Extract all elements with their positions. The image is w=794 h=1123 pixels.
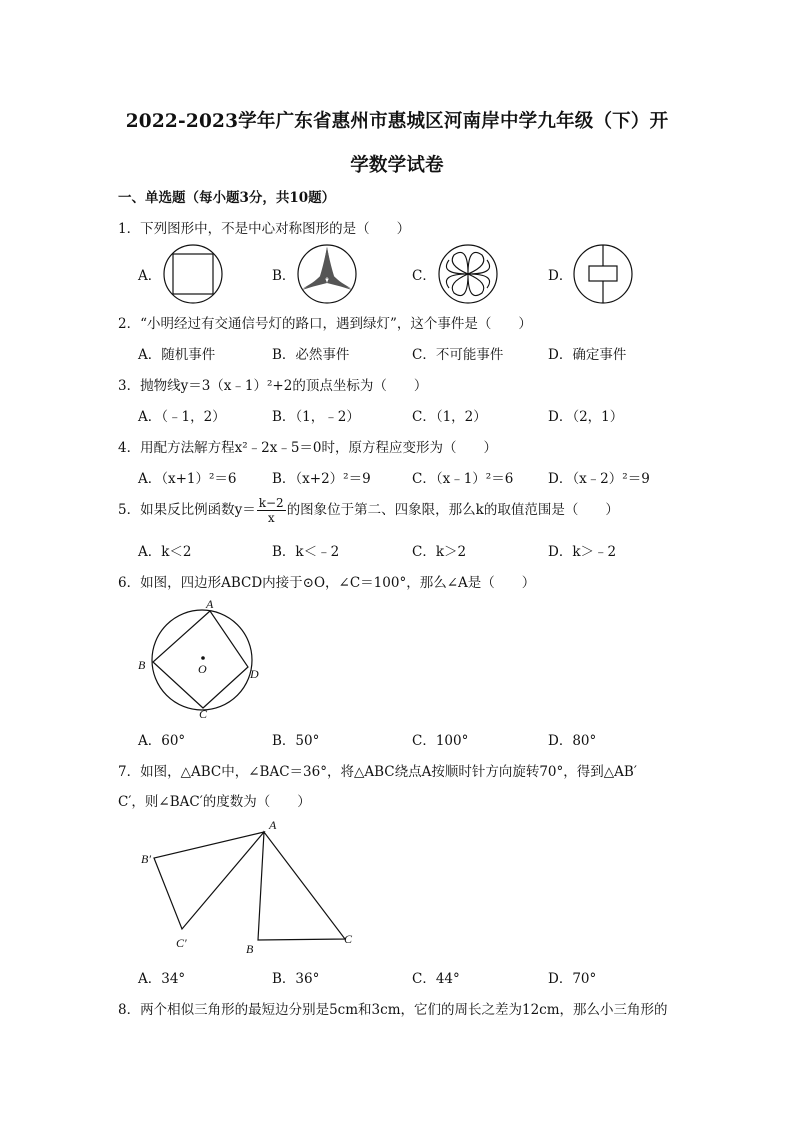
question-7-text-line2: C′，则∠BAC′的度数为（ ） bbox=[118, 794, 311, 810]
q7-option-b: B．36° bbox=[272, 971, 320, 987]
question-8-text: 8．两个相似三角形的最短边分别是5cm和3cm，它们的周长之差为12cm，那么小三角形的 bbox=[118, 1002, 668, 1018]
q4-option-a: A．（x+1）²＝6 bbox=[138, 471, 237, 487]
q5-option-a: A．k＜2 bbox=[138, 544, 192, 560]
q7-option-c: C．44° bbox=[412, 971, 460, 987]
q6-label-d: D bbox=[250, 667, 259, 681]
q4-option-d: D．（x﹣2）²＝9 bbox=[548, 471, 650, 487]
question-5-text bbox=[118, 496, 619, 525]
q1-figure-b-three-blade bbox=[296, 243, 358, 305]
q3-option-c: C．（1，2） bbox=[412, 409, 487, 425]
q5-fraction-denominator: x bbox=[267, 511, 275, 525]
question-4-text: 4．用配方法解方程x²﹣2x﹣5＝0时，原方程应变形为（ ） bbox=[118, 440, 497, 456]
question-6-text: 6．如图，四边形ABCD内接于⊙O，∠C＝100°，那么∠A是（ ） bbox=[118, 575, 536, 591]
q6-option-a: A．60° bbox=[138, 733, 186, 749]
q3-option-b: B．（1，﹣2） bbox=[272, 409, 360, 425]
q5-fraction-numerator: k−2 bbox=[258, 496, 284, 510]
q2-option-b: B．必然事件 bbox=[272, 347, 350, 363]
q6-option-d: D．80° bbox=[548, 733, 597, 749]
q6-label-b: B bbox=[138, 658, 146, 672]
page-title-line2: 学数学试卷 bbox=[350, 155, 444, 176]
q1-option-a: A． bbox=[138, 268, 162, 284]
q1-option-b: B． bbox=[272, 268, 296, 284]
q5-text-after: 的图象位于第二、四象限，那么k的取值范围是（ ） bbox=[286, 502, 619, 518]
q2-option-c: C．不可能事件 bbox=[412, 347, 504, 363]
question-3-text: 3．抛物线y＝3（x﹣1）²+2的顶点坐标为（ ） bbox=[118, 378, 428, 394]
q6-figure-inscribed-quadrilateral bbox=[130, 594, 270, 722]
question-2-text: 2．“小明经过有交通信号灯的路口，遇到绿灯”，这个事件是（ ） bbox=[118, 316, 532, 332]
page-title-line1: 2022-2023学年广东省惠州市惠城区河南岸中学九年级（下）开 bbox=[125, 111, 669, 132]
q1-figure-a-circle-square bbox=[162, 243, 224, 305]
q5-fraction bbox=[257, 496, 286, 525]
q7-label-a: A bbox=[269, 818, 277, 832]
q5-option-d: D．k＞﹣2 bbox=[548, 544, 617, 560]
q1-option-c: C． bbox=[412, 268, 436, 284]
q7-option-a: A．34° bbox=[138, 971, 186, 987]
section-heading: 一、单选题（每小题3分，共10题） bbox=[118, 190, 336, 206]
question-7-text-line1: 7．如图，△ABC中，∠BAC＝36°，将△ABC绕点A按顺时针方向旋转70°，得到△AB′ bbox=[118, 764, 637, 780]
q2-option-d: D．确定事件 bbox=[548, 347, 627, 363]
q4-option-c: C．（x﹣1）²＝6 bbox=[412, 471, 514, 487]
q7-label-c: C bbox=[344, 932, 353, 946]
q2-option-a: A．随机事件 bbox=[138, 347, 216, 363]
q7-label-b: B bbox=[246, 942, 254, 956]
q3-option-d: D．（2，1） bbox=[548, 409, 624, 425]
q5-option-c: C．k＞2 bbox=[412, 544, 467, 560]
q1-figure-d-circle-rectangle bbox=[572, 243, 634, 305]
q5-text-before: 5．如果反比例函数y＝ bbox=[118, 502, 256, 518]
q6-option-b: B．50° bbox=[272, 733, 320, 749]
q7-label-b-prime: B′ bbox=[141, 852, 151, 866]
question-1-text: 1．下列图形中，不是中心对称图形的是（ ） bbox=[118, 221, 411, 237]
q6-label-a: A bbox=[206, 597, 214, 611]
q6-label-o: O bbox=[198, 662, 207, 676]
q3-option-a: A．（﹣1，2） bbox=[138, 409, 226, 425]
q7-label-c-prime: C′ bbox=[176, 936, 187, 950]
q1-figure-c-four-petal bbox=[437, 243, 499, 305]
q6-option-c: C．100° bbox=[412, 733, 469, 749]
q6-label-c: C bbox=[199, 707, 208, 721]
q1-option-d: D． bbox=[548, 268, 573, 284]
q7-option-d: D．70° bbox=[548, 971, 597, 987]
q5-option-b: B．k＜﹣2 bbox=[272, 544, 340, 560]
q7-figure-rotated-triangles bbox=[135, 815, 365, 960]
q4-option-b: B．（x+2）²＝9 bbox=[272, 471, 371, 487]
